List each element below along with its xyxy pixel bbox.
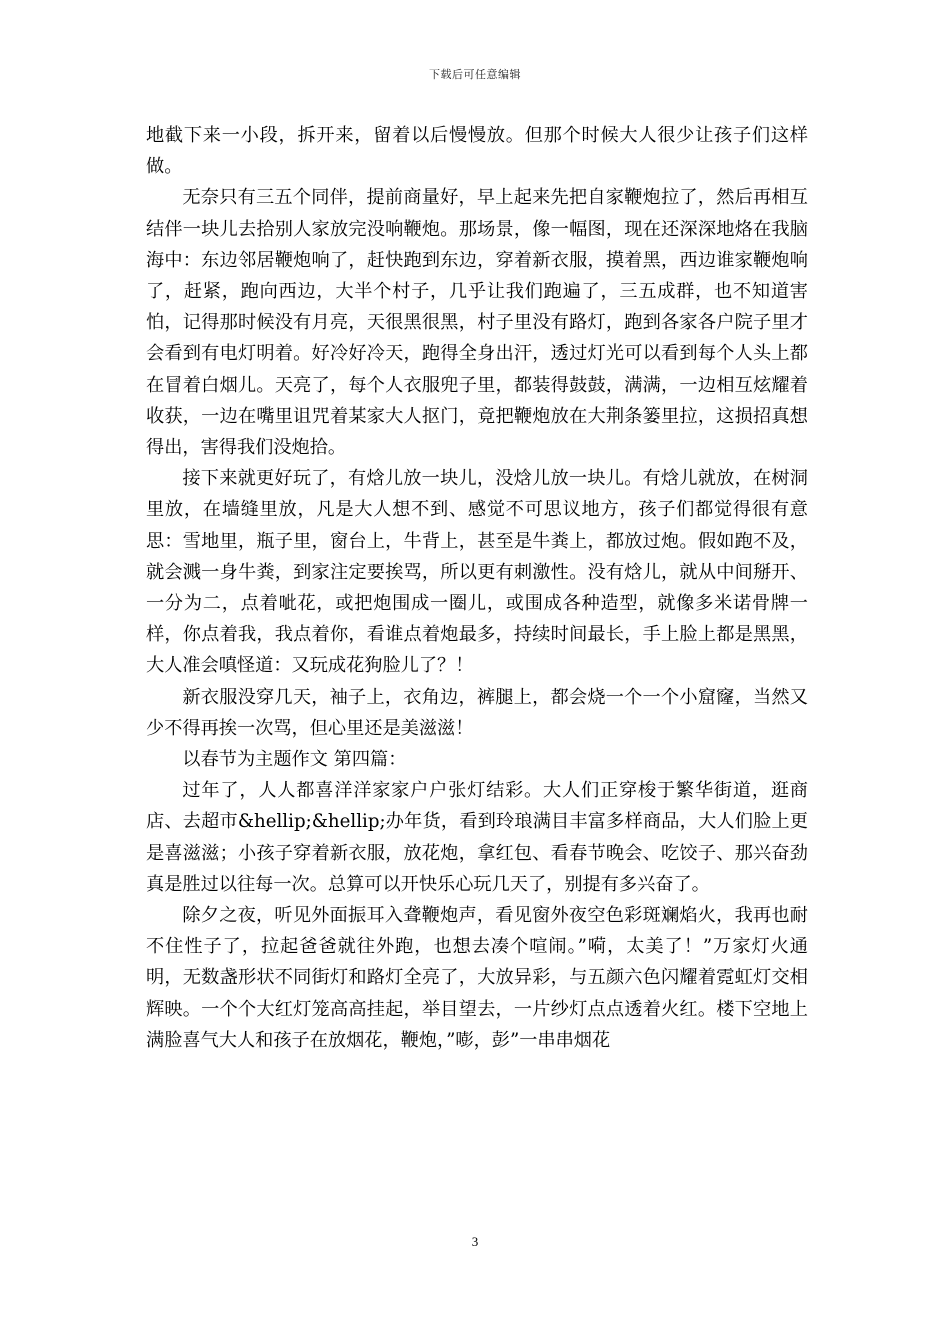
paragraph-new-years-eve: 除夕之夜，听见外面振耳入聋鞭炮声，看见窗外夜空色彩斑斓焰火，我再也耐不住性子了，拉起爸爸就往外跑，也想去凑个喧闹。”嗬，太美了！”万家灯火通明，无数盏形状不同街灯和路灯全亮了，大放异彩，与五颜六色闪耀着霓虹灯交相辉映。一个个大红灯笼高高挂起，举目望去，一片纱灯点点透着火红。楼下空地上满脸喜气大人和孩子在放烟花，鞭炮，”嘭，彭”一串串烟花 xyxy=(146,905,808,1051)
paragraph-new-clothes: 新衣服没穿几天，袖子上，衣角边，裤腿上，都会烧一个一个小窟窿，当然又少不得再挨一次骂，但心里还是美滋滋！ xyxy=(146,686,808,739)
paragraph-fireworks-collecting: 无奈只有三五个同伴，提前商量好，早上起来先把自家鞭炮拉了，然后再相互结伴一块儿去拾别人家放完没响鞭炮。那场景，像一幅图，现在还深深地烙在我脑海中：东边邻居鞭炮响了，赶快跑到东边，穿着新衣服，摸着黑，西边谁家鞭炮响了，赶紧，跑向西边，大半个村子，几乎让我们跑遍了，三五成群，也不知道害怕，记得那时候没有月亮，天很黑很黑，村子里没有路灯，跑到各家各户院子里才会看到有电灯明着。好冷好冷天，跑得全身出汗，透过灯光可以看到每个人头上都在冒着白烟儿。天亮了，每个人衣服兜子里，都装得鼓鼓，满满，一边相互炫耀着收获，一边在嘴里诅咒着某家大人抠门，竟把鞭炮放在大荆条篓里拉，这损招真想得出，害得我们没炮拾。 xyxy=(146,187,808,459)
page-number: 3 xyxy=(471,1234,479,1249)
page-header: 下载后可任意编辑 xyxy=(429,68,521,81)
paragraph-continuation: 地截下来一小段，拆开来，留着以后慢慢放。但那个时候大人很少让孩子们这样做。 xyxy=(146,125,808,178)
paragraph-playing-fireworks: 接下来就更好玩了，有焓儿放一块儿，没焓儿放一块儿。有焓儿就放，在树洞里放，在墙缝里放，凡是大人想不到、感觉不可思议地方，孩子们都觉得很有意思：雪地里，瓶子里，窗台上，牛背上，甚至是牛粪上，都放过炮。假如跑不及，就会溅一身牛粪，到家注定要挨骂，所以更有刺激性。没有焓儿，就从中间掰开、一分为二，点着呲花，或把炮围成一圈儿，或围成各种造型，就像多米诺骨牌一样，你点着我，我点着你，看谁点着炮最多，持续时间最长，手上脸上都是黑黑，大人准会嗔怪道：又玩成花狗脸儿了？！ xyxy=(146,468,808,677)
section-heading: 以春节为主题作文 第四篇： xyxy=(182,749,407,771)
document-body xyxy=(146,120,808,1056)
paragraph-new-year: 过年了，人人都喜洋洋家家户户张灯结彩。大人们正穿梭于繁华街道，逛商店、去超市&hellip;&hellip;办年货，看到玲琅满目丰富多样商品，大人们脸上更是喜滋滋；小孩子穿着新衣服，放花炮，拿红包、看春节晚会、吃饺子、那兴奋劲真是胜过以往每一次。总算可以开快乐心玩几天了，别提有多兴奋了。 xyxy=(146,780,808,895)
